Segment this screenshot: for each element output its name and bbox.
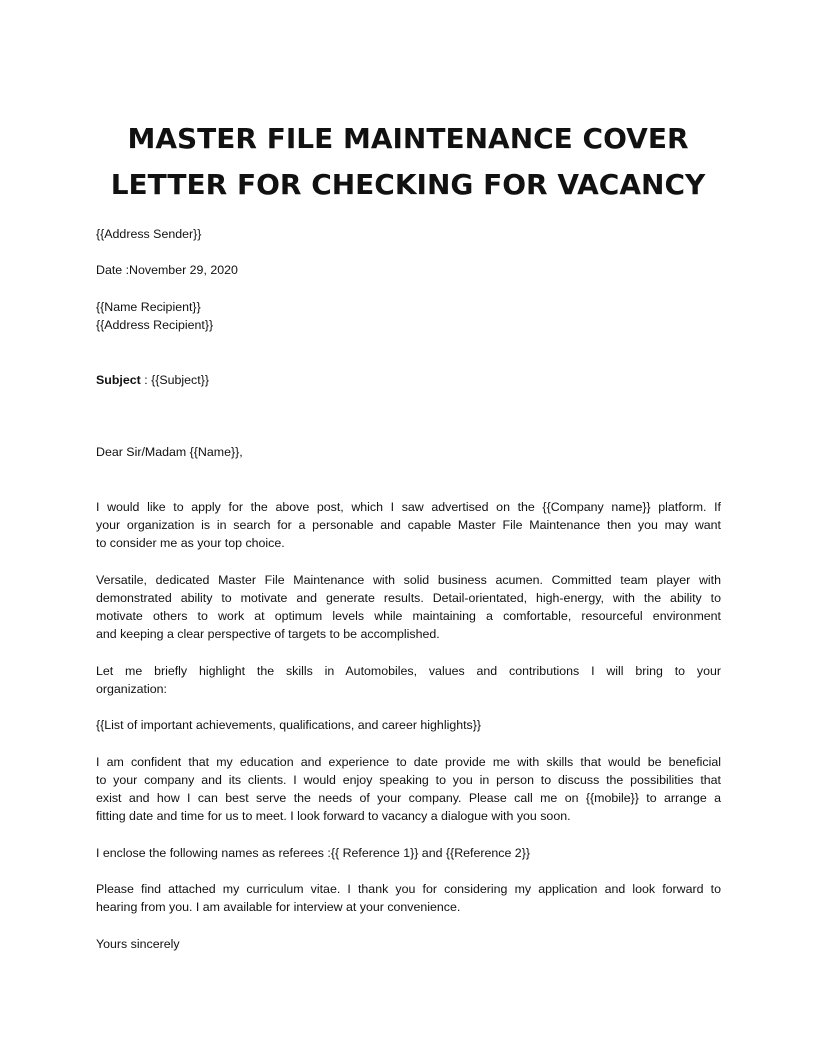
paragraph-line: to consider me as your top choice. — [96, 536, 285, 551]
subject-value: : {{Subject}} — [140, 372, 209, 387]
closing: Yours sincerely — [96, 936, 180, 951]
paragraph-line: demonstrated ability to motivate and generate results. Detail-orientated, high-energy, with the ability to — [96, 590, 721, 605]
letter-title — [96, 116, 720, 208]
title-line-1: MASTER FILE MAINTENANCE COVER — [127, 122, 689, 155]
subject-line — [96, 371, 721, 389]
paragraph-line: your organization is in search for a personable and capable Master File Maintenance then you may want — [96, 518, 721, 533]
paragraph-line: Let me briefly highlight the skills in Automobiles, values and contributions I will bring to your — [96, 663, 721, 678]
paragraph-line: fitting date and time for us to meet. I look forward to vacancy a dialogue with you soon. — [96, 809, 571, 824]
paragraph-line: Please find attached my curriculum vitae. I thank you for considering my application and look forward to — [96, 882, 721, 897]
recipient-name: {{Name Recipient}} — [96, 299, 201, 314]
paragraph-line: organization: — [96, 681, 167, 696]
paragraph-line: I would like to apply for the above post, which I saw advertised on the {{Company name}} platform. If — [96, 499, 721, 514]
paragraph-confidence — [96, 753, 721, 826]
paragraph-line: exist and how I can best serve the needs of your company. Please call me on {{mobile}} to arrange a — [96, 791, 721, 806]
paragraph-line: I am confident that my education and experience to date provide me with skills that would be beneficial — [96, 754, 721, 769]
title-line-2: LETTER FOR CHECKING FOR VACANCY — [110, 168, 706, 201]
paragraph-application — [96, 498, 721, 553]
letter-body — [96, 225, 721, 953]
paragraph-line: motivate others to work at optimum levels while maintaining a comfortable, resourceful environment — [96, 609, 721, 624]
subject-label: Subject — [96, 372, 141, 387]
paragraph-line: and keeping a clear perspective of targets to be accomplished. — [96, 627, 440, 642]
paragraph-profile — [96, 571, 721, 644]
paragraph-line: Versatile, dedicated Master File Maintenance with solid business acumen. Committed team player with — [96, 572, 721, 587]
referees-line: I enclose the following names as referees :{{ Reference 1}} and {{Reference 2}} — [96, 845, 530, 860]
paragraph-line: hearing from you. I am available for interview at your convenience. — [96, 900, 461, 915]
salutation: Dear Sir/Madam {{Name}}, — [96, 445, 243, 460]
paragraph-line: to your company and its clients. I would enjoy speaking to you in person to discuss the possibilities that — [96, 772, 721, 787]
sender-address: {{Address Sender}} — [96, 227, 202, 241]
letter-date: Date :November 29, 2020 — [96, 263, 238, 278]
recipient-address: {{Address Recipient}} — [96, 317, 214, 332]
paragraph-attachment — [96, 880, 721, 916]
paragraph-skills — [96, 662, 721, 698]
achievements-placeholder: {{List of important achievements, qualifications, and career highlights}} — [96, 718, 482, 733]
